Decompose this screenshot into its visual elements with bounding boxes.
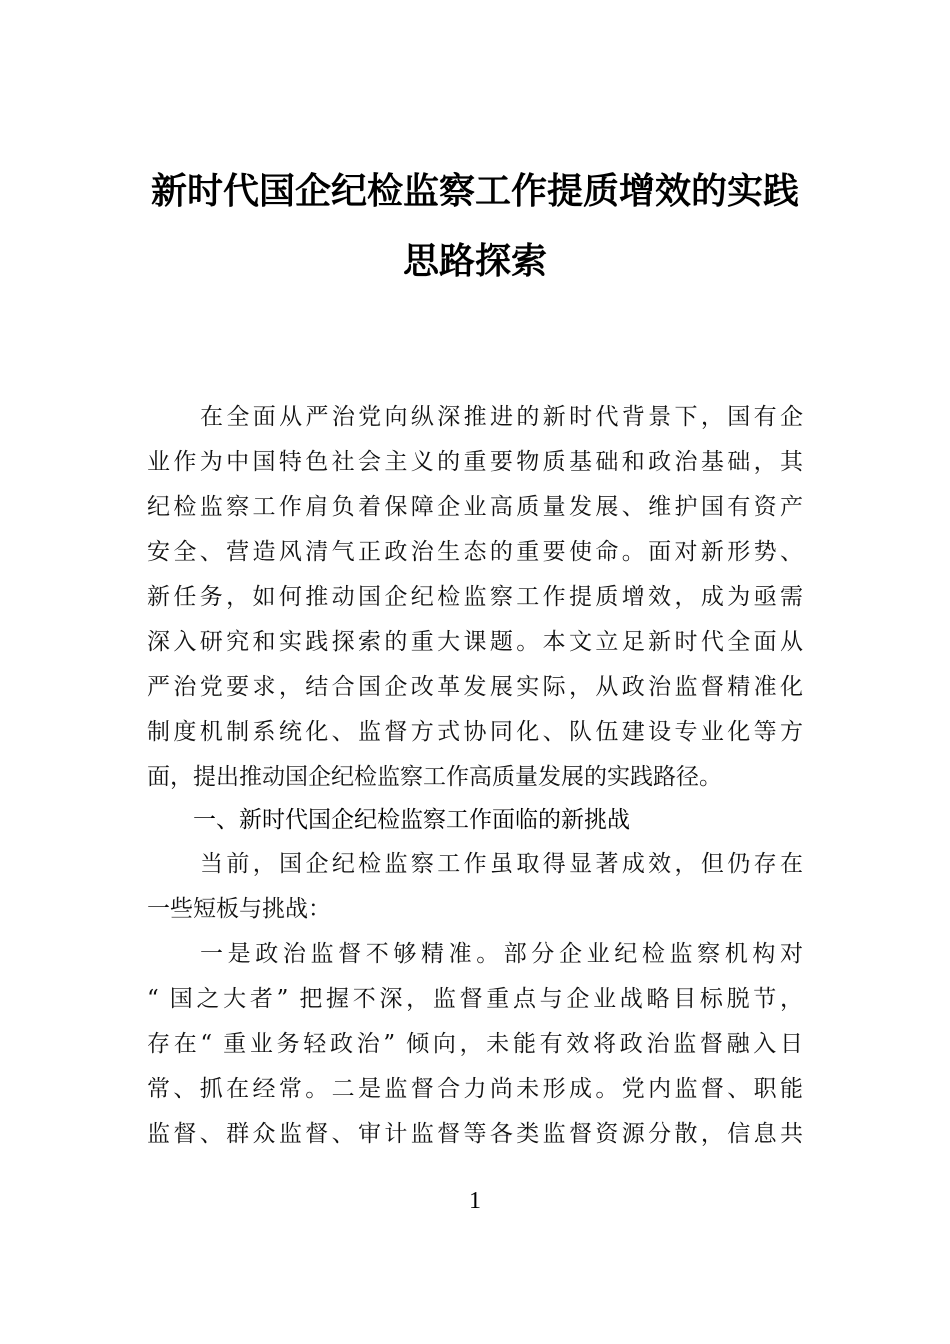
document-title-line-1: 新时代国企纪检监察工作提质增效的实践 <box>150 170 799 212</box>
section-para2-line-5: 监督、群众监督、审计监督等各类监督资源分散，信息共 <box>147 1121 803 1147</box>
intro-line-4: 安全、营造风清气正政治生态的重要使命。面对新形势、 <box>147 539 803 565</box>
section-para2-line-4: 常、抓在经常。二是监督合力尚未形成。党内监督、职能 <box>147 1076 803 1102</box>
section-heading: 一、新时代国企纪检监察工作面临的新挑战 <box>193 807 630 833</box>
document-title-line-2: 思路探索 <box>402 240 547 282</box>
intro-line-2: 业作为中国特色社会主义的重要物质基础和政治基础，其 <box>147 449 803 475</box>
section-para2-line-3: 存在“ 重业务轻政治” 倾向，未能有效将政治监督融入日 <box>147 1031 803 1057</box>
intro-line-3: 纪检监察工作肩负着保障企业高质量发展、维护国有资产 <box>147 494 803 520</box>
section-para2-line-1: 一是政治监督不够精准。部分企业纪检监察机构对 <box>200 941 803 967</box>
intro-line-7: 严治党要求，结合国企改革发展实际，从政治监督精准化 <box>147 674 803 700</box>
page-number: 1 <box>469 1188 481 1214</box>
intro-line-5: 新任务，如何推动国企纪检监察工作提质增效，成为亟需 <box>147 584 803 610</box>
intro-line-1: 在全面从严治党向纵深推进的新时代背景下，国有企 <box>200 404 803 430</box>
section-para1-line-1: 当前，国企纪检监察工作虽取得显著成效，但仍存在 <box>200 851 803 877</box>
intro-line-8: 制度机制系统化、监督方式协同化、队伍建设专业化等方 <box>147 719 803 745</box>
section-para1-line-2: 一些短板与挑战： <box>147 896 331 922</box>
intro-line-6: 深入研究和实践探索的重大课题。本文立足新时代全面从 <box>147 629 803 655</box>
section-para2-line-2: “ 国之大者” 把握不深，监督重点与企业战略目标脱节， <box>147 986 803 1012</box>
intro-line-9: 面，提出推动国企纪检监察工作高质量发展的实践路径。 <box>147 764 722 790</box>
